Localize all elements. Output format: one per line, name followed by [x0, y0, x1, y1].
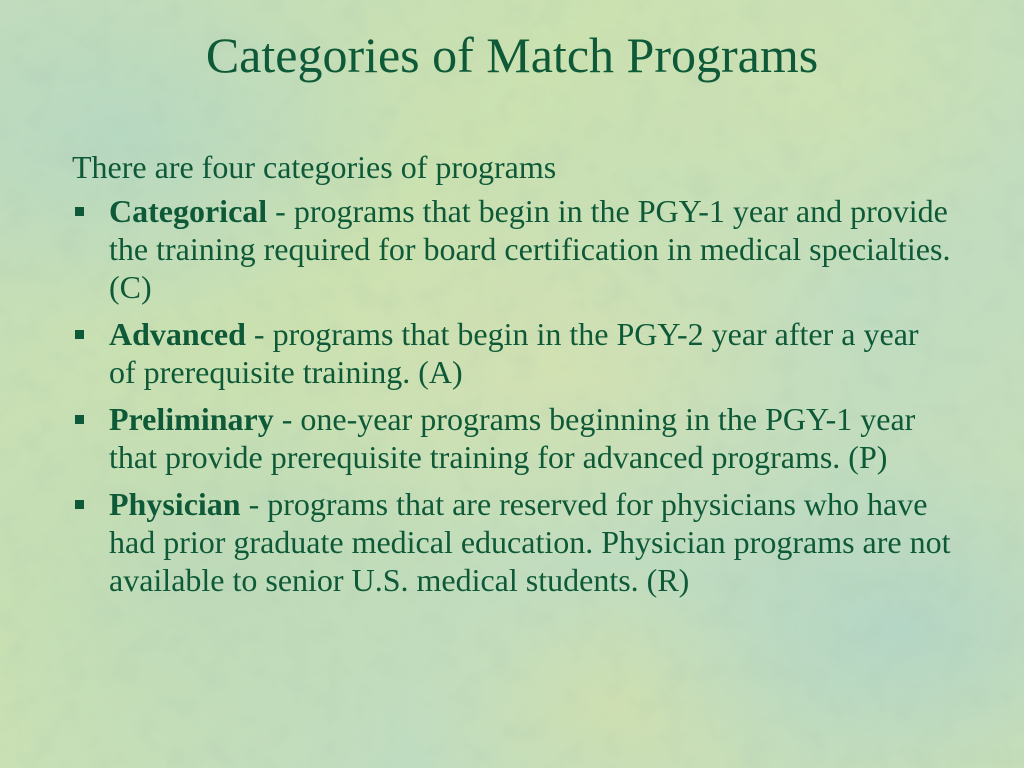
item-term: Preliminary: [109, 401, 274, 437]
category-list: [72, 192, 952, 599]
list-item-categorical: [72, 192, 952, 306]
slide-title: Categories of Match Programs: [205, 27, 819, 83]
item-description: - programs that begin in the PGY-2 year after a year of prerequisite training. (A): [109, 316, 919, 390]
item-description: - one-year programs beginning in the PGY-1 year that provide prerequisite training for advanced programs. (P): [109, 401, 916, 475]
square-bullet-icon: [75, 207, 84, 216]
item-term: Categorical: [109, 193, 268, 229]
list-item-advanced: [72, 315, 952, 391]
slide-body: [72, 148, 952, 608]
square-bullet-icon: [75, 415, 84, 424]
square-bullet-icon: [75, 500, 84, 509]
list-item-preliminary: [72, 400, 952, 476]
square-bullet-icon: [75, 330, 84, 339]
item-description: - programs that are reserved for physicians who have had prior graduate medical education. Physician programs are not available to senior U.S. medical students. (R): [109, 486, 951, 598]
item-term: Physician: [109, 486, 241, 522]
item-description: - programs that begin in the PGY-1 year and provide the training required for board certification in medical specialties. (C): [109, 193, 951, 305]
item-term: Advanced: [109, 316, 246, 352]
list-item-physician: [72, 485, 952, 599]
intro-text: There are four categories of programs: [72, 149, 557, 185]
